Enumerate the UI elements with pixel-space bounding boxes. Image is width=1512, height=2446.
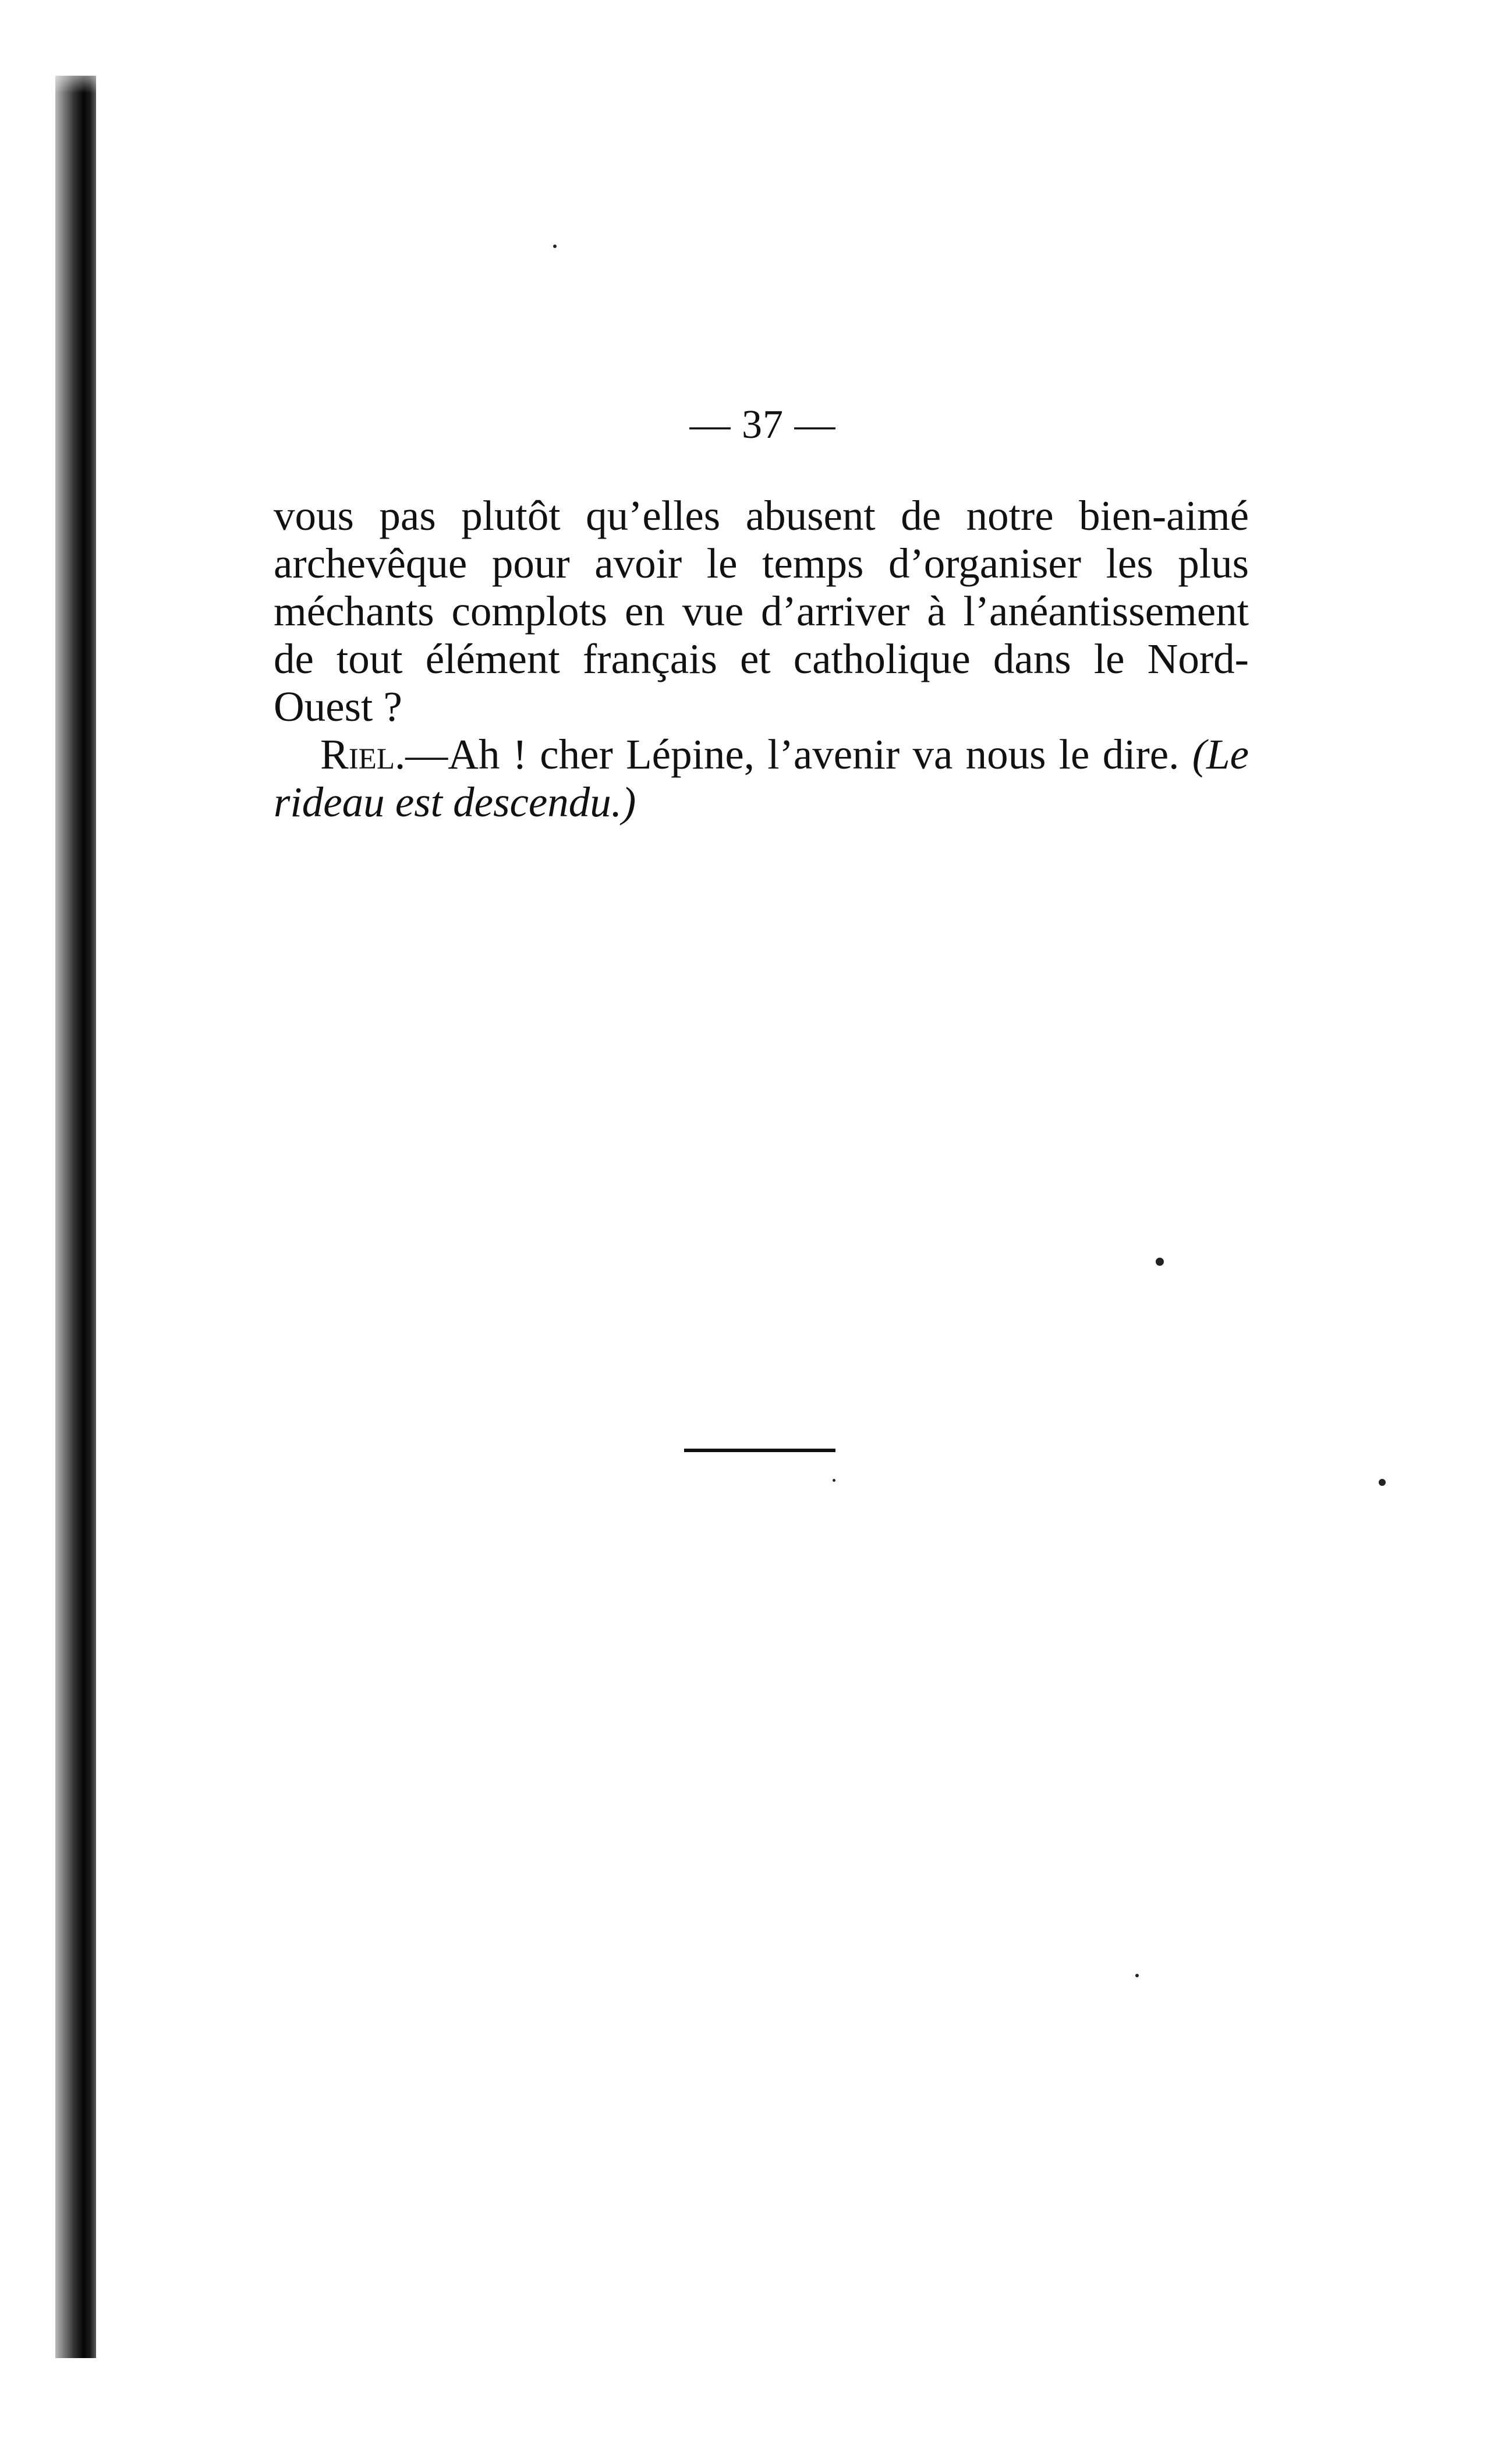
binding-fade	[55, 58, 96, 93]
stage-direction: (Le rideau est descendu.)	[274, 731, 1249, 826]
body-text	[274, 492, 1249, 826]
ink-speck	[1379, 1479, 1386, 1486]
paragraph-continuation: vous pas plutôt qu’elles abusent de notre bien-aimé archevêque pour avoir le temps d’organiser les plus méchants complots en vue d’arriver à l’anéantissement de tout élément français et catholique dans le Nord-Ouest ?	[274, 492, 1249, 730]
page-binding-shadow	[55, 76, 96, 2358]
speech-text: —Ah ! cher Lépine, l’avenir va nous le dire.	[405, 731, 1180, 778]
ink-speck	[1156, 1258, 1164, 1266]
end-rule	[684, 1449, 835, 1452]
ink-speck	[833, 1479, 835, 1482]
ink-speck	[1135, 1974, 1139, 1977]
dialogue-paragraph	[274, 731, 1249, 826]
page-number: — 37 —	[689, 402, 836, 447]
ink-speck	[553, 245, 557, 248]
speaker-name: Riel.	[320, 731, 406, 778]
